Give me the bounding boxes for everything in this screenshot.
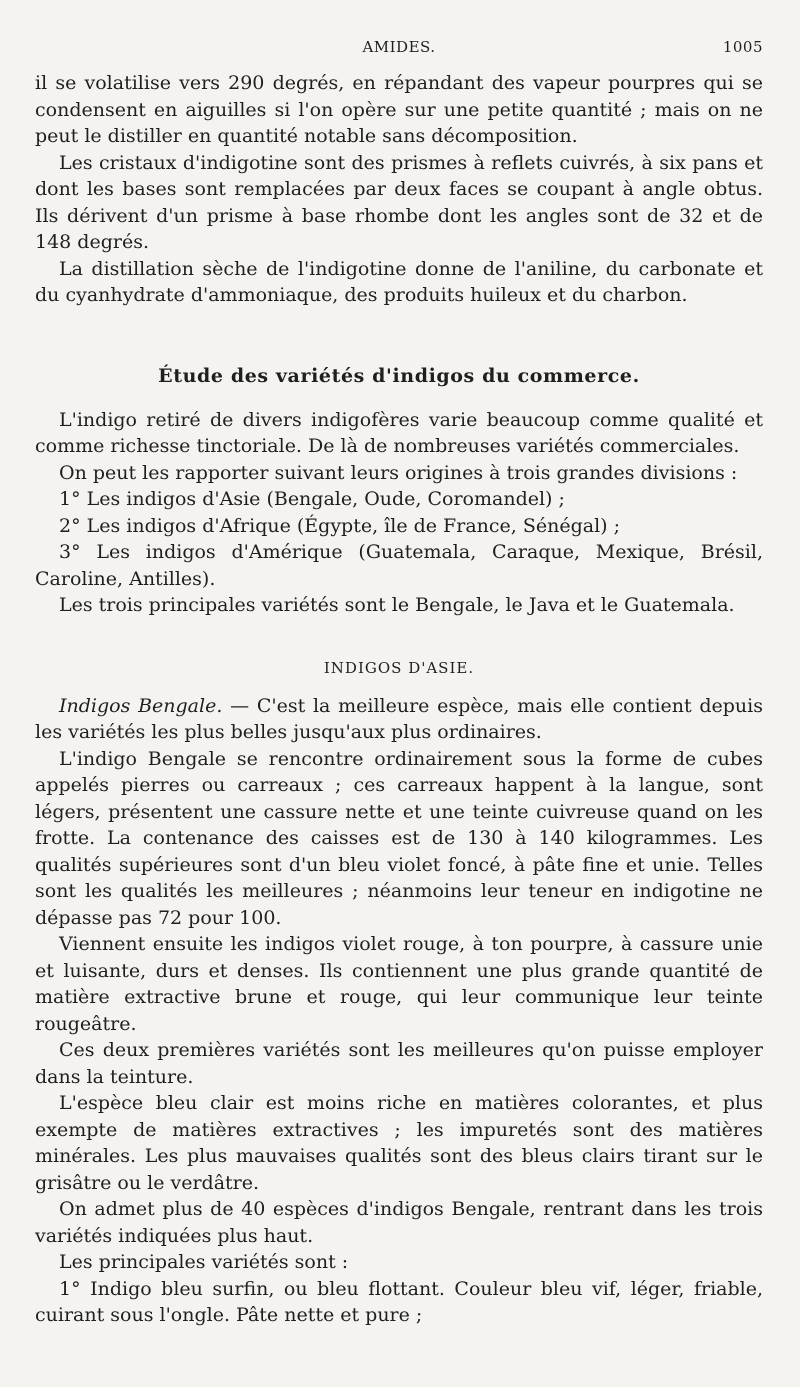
page-header [35,38,763,62]
paragraph-bengale-lead [35,693,763,746]
paragraph-bleu-clair: L'espèce bleu clair est moins riche en matières colorantes, et plus exempte de matières extractives ; les impuretés sont des matières minérales. Les plus mauvaises qualités sont des bleus clairs tirant sur le grisâtre ou le verdâtre. [35,1092,763,1194]
paragraph-crystals: Les cristaux d'indigotine sont des prismes à reflets cuivrés, à six pans et dont les bases sont remplacées par deux faces se coupant à angle obtus. Ils dérivent d'un prisme à base rhombe dont les angles sont de 32 et de 148 degrés. [35,151,763,253]
body-text [35,70,763,1329]
paragraph-bleu-surfin: 1° Indigo bleu surfin, ou bleu flottant. Couleur bleu vif, léger, friable, cuirant sous l'ongle. Pâte nette et pure ; [35,1277,763,1326]
paragraph-bengale-form: L'indigo Bengale se rencontre ordinairement sous la forme de cubes appelés pierres ou carreaux ; ces carreaux happent à la langue, sont légers, présentent une cassure nette et une teinte cuivreuse quand on les frotte. La contenance des caisses est de 130 à 140 kilogrammes. Les qualités supérieures sont d'un bleu violet foncé, à pâte fine et unie. Telles sont les qualités les meilleures ; néanmoins leur teneur en indigotine ne dépasse pas 72 pour 100. [35,747,763,929]
paragraph-principal-list-intro: Les principales variétés sont : [59,1251,349,1273]
paragraph-continued: il se volatilise vers 290 degrés, en répandant des vapeur pourpres qui se condensent en aiguilles si l'on opère sur une petite quantité ; mais on ne peut le distiller en quantité notable sans décomposition. [35,72,763,147]
section-title: Étude des variétés d'indigos du commerce. [158,364,640,387]
paragraph-distillation: La distillation sèche de l'indigotine donne de l'aniline, du carbonate et du cyanhydrate d'ammoniaque, des produits huileux et du charbon. [35,257,763,306]
subsection-title: INDIGOS D'ASIE. [323,658,475,677]
paragraph-principal-varieties: Les trois principales variétés sont le Bengale, le Java et le Guatemala. [59,594,735,616]
page-number: 1005 [722,38,763,56]
lead-text: — C'est la meilleure espèce, mais elle contient depuis les variétés les plus belles jusqu'aux plus ordinaires. [35,694,763,743]
page [35,0,763,1387]
running-title: AMIDES. [362,38,436,56]
lead-term: Indigos Bengale. [59,694,223,717]
paragraph-varieties: L'indigo retiré de divers indigofères varie beaucoup comme qualité et comme richesse tinctoriale. De là de nombreuses variétés commerciales. [35,408,763,457]
list-item-africa: 2° Les indigos d'Afrique (Égypte, île de France, Sénégal) ; [59,514,621,537]
paragraph-forty-species: On admet plus de 40 espèces d'indigos Bengale, rentrant dans les trois variétés indiquées plus haut. [35,1198,763,1247]
paragraph-best-varieties: Ces deux premières variétés sont les meilleures qu'on puisse employer dans la teinture. [35,1039,763,1088]
list-item-asia: 1° Les indigos d'Asie (Bengale, Oude, Coromandel) ; [59,488,565,510]
paragraph-violet-rouge: Viennent ensuite les indigos violet rouge, à ton pourpre, à cassure unie et luisante, durs et denses. Ils contiennent une plus grande quantité de matière extractive brune et rouge, qui leur communique leur teinte rougeâtre. [35,933,763,1035]
list-item-america: 3° Les indigos d'Amérique (Guatemala, Caraque, Mexique, Brésil, Caroline, Antilles). [35,541,763,590]
paragraph-divisions: On peut les rapporter suivant leurs origines à trois grandes divisions : [59,461,738,484]
